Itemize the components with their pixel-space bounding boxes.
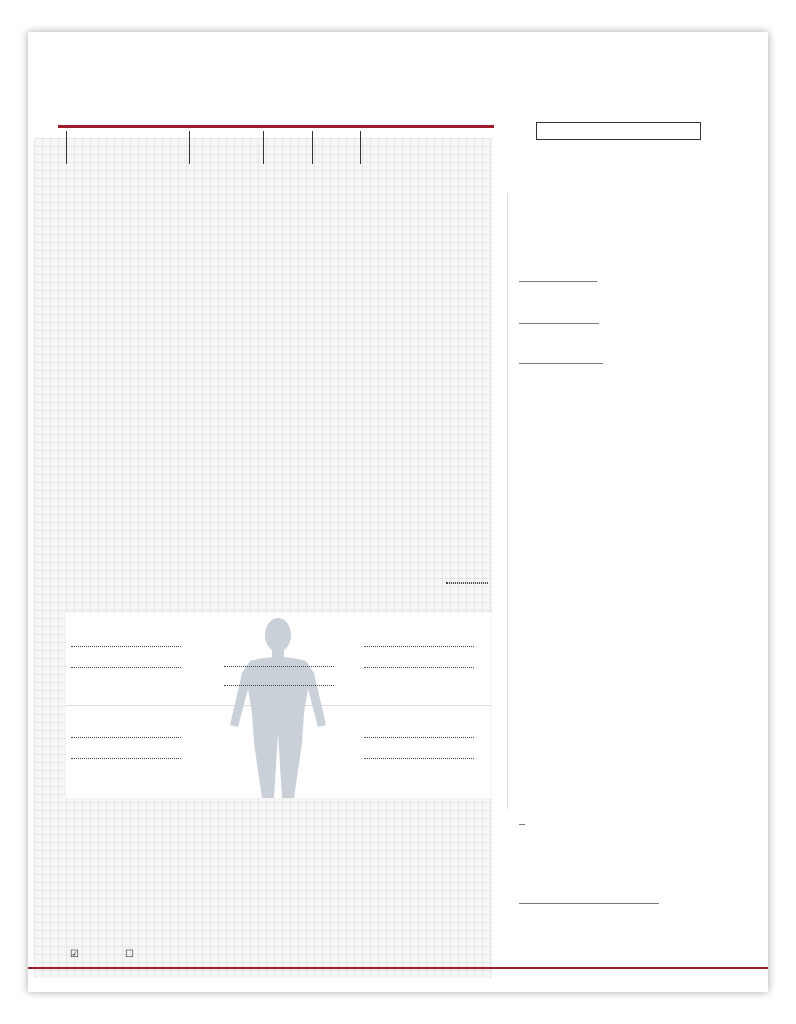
divider <box>360 131 361 164</box>
recent-checkbox[interactable] <box>70 949 79 960</box>
segment-legend <box>446 582 488 584</box>
lbm-title <box>515 274 597 288</box>
left-arm-percent <box>71 667 181 670</box>
qr-code-icon[interactable] <box>650 832 712 894</box>
footer-rule <box>28 967 768 969</box>
divider <box>66 131 67 164</box>
right-leg-percent <box>364 758 474 761</box>
trunk-percent <box>224 685 334 688</box>
divider <box>312 131 313 164</box>
impedance-title <box>515 896 659 910</box>
total-checkbox[interactable] <box>125 949 134 960</box>
trunk-mass <box>224 666 334 669</box>
divider <box>263 131 264 164</box>
left-leg-mass <box>71 737 181 740</box>
right-arm-mass <box>364 646 474 649</box>
checkbox-empty-icon: ☐ <box>125 949 134 960</box>
legend-lean-mass <box>446 583 488 584</box>
segmental-panel <box>66 613 491 798</box>
qr-title <box>515 817 525 831</box>
left-leg-percent <box>71 758 181 761</box>
checkbox-checked-icon: ☑ <box>70 949 79 960</box>
right-arm-percent <box>364 667 474 670</box>
right-leg-mass <box>364 737 474 740</box>
body-silhouette <box>228 613 328 798</box>
slogan-box <box>536 122 701 140</box>
interp-title <box>515 356 603 370</box>
bmr-title <box>515 316 599 330</box>
header-rule <box>58 125 494 128</box>
left-arm-mass <box>71 646 181 649</box>
divider <box>189 131 190 164</box>
